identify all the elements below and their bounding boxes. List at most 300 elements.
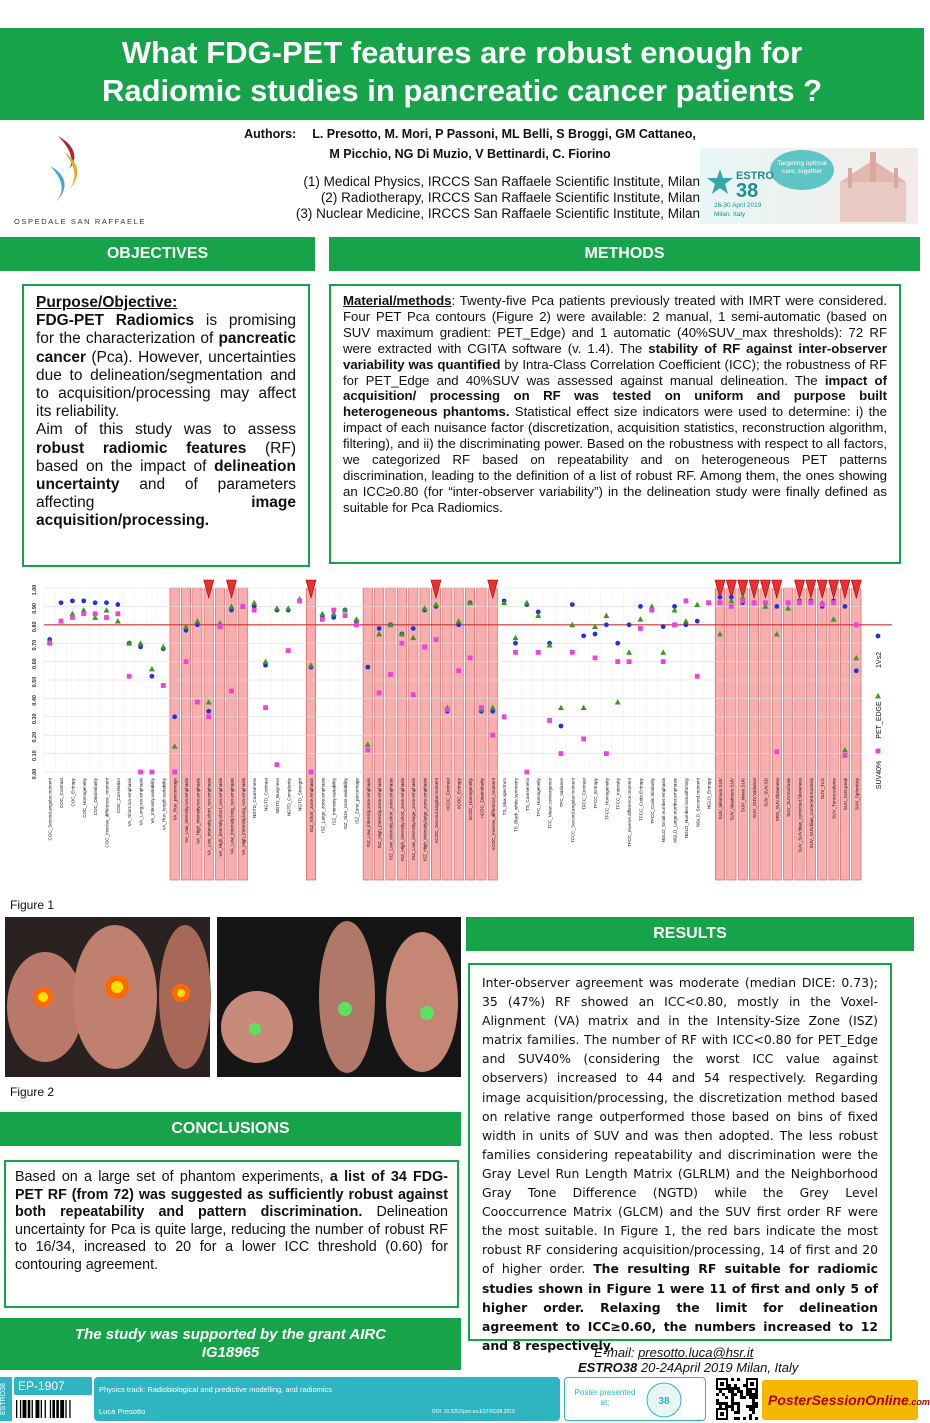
obj-bold-5: image acquisition/processing. [36,494,296,530]
x-tick-label: COC_Dissimilarity [93,778,99,816]
data-point [70,598,75,603]
estro-num: 38 [736,180,759,202]
data-point [843,604,848,609]
data-point [286,648,291,653]
x-tick-label: SUV_SUV.bias_corrected.Skewness [797,778,803,853]
results-header: RESULTS [466,917,914,951]
data-point [445,707,450,712]
data-point [411,692,416,697]
data-point [638,604,643,609]
estro-logo [700,148,918,224]
conclusions-text-1: Based on a large set of phantom experiments, [15,1169,330,1185]
highlight-bar [170,588,179,880]
x-tick-label: SUV_Tumor.volume [831,778,837,819]
x-tick-label: TFCC_Inverse.difference.moment [627,778,633,848]
data-point [626,649,632,654]
authors [160,124,780,164]
authors-label: Authors: [244,127,297,141]
data-point [422,644,427,649]
brand-a: Poster [768,1392,812,1408]
obj-text-5: and of parameters affecting [36,476,296,512]
data-point [195,700,200,705]
data-point [275,762,280,767]
event-name: ESTRO38 [578,1360,638,1375]
data-point [309,770,314,775]
x-tick-label: SRS_SUV.Skewness [774,778,780,822]
methods-text-2: by Intra-Class Correlation Coefficient (ICC); the robustness of RF for PET_Edge and 40%SUV was assessed against manual delineation. The [343,356,888,388]
title-banner [0,28,924,120]
authors-line-1: L. Presotto, M. Mori, P Passoni, ML Belli, S Broggi, GM Cattaneo, [312,127,696,141]
purpose-heading: Purpose/Objective: [36,294,178,311]
data-point [843,753,848,758]
x-tick-label: ISZ_Intensity.variability [331,778,337,825]
data-point [138,770,143,775]
y-tick-label: 0.60 [32,658,38,669]
data-point [559,751,564,756]
data-point [637,616,643,621]
authors-line-2: M Picchio, NG Di Muzio, V Bettinardi, C. Fiorino [329,147,611,161]
hospital-logo-text: OSPEDALE SAN RAFFAELE [14,217,146,226]
x-tick-label: SUV_TLG [820,778,826,799]
estro-city: Milan, Italy [714,211,746,218]
data-point [160,644,166,649]
data-point [343,613,348,618]
footer-track-panel [94,1377,560,1421]
data-point [797,600,802,605]
data-point [683,618,689,623]
data-point [115,611,120,616]
x-tick-label: ISZ_High_intensity.short_zone.emphasis [399,778,405,862]
data-point [353,616,359,621]
conclusions-text-2: Delineation uncertainty for Pca is quite large, reducing the number of robust RF to 16/34, increased to 20 for a lower ICC threshold (0.60) for contouring agreement. [15,1204,448,1273]
data-point [320,617,325,622]
affiliation-1: (1) Medical Physics, IRCCS San Raffaele Scientific Institute, Milan [303,174,700,189]
data-point [695,674,700,679]
conclusions-box [4,1160,459,1308]
data-point [559,724,564,729]
x-tick-label: VA_Run_length.variability [161,778,167,831]
y-tick-label: 0.00 [32,768,38,780]
barcode-icon [16,1400,90,1418]
legend-label: 1Vs2 [876,652,883,668]
data-point [729,604,734,609]
x-tick-label: COC_Second.angular.moment [47,778,53,841]
affiliation-2: (2) Radiotherapy, IRCCS San Raffaele Scientific Institute, Milan [320,190,700,205]
x-tick-label: TS_Black_white.symmetry [513,778,519,833]
data-point [59,619,64,624]
data-point [103,607,109,612]
footer-presented [564,1377,706,1421]
methods-bold-2: impact of acquisition/ processing on RF was tested on uniform and purpose built heterogeneous phantoms. [343,372,887,420]
x-tick-label: VA_Short.run.emphasis [127,778,133,827]
brand-b: SessionOnline [811,1392,909,1408]
data-point [377,626,382,631]
x-tick-label: NGLD_Second.moment [695,778,701,827]
methods-text-1: : Twenty-five Pca patients previously treated with IMRT were considered. Four PET Pca contours (Figure 2) were available: 2 manual, 1 semi-automatic (based on SUV maximum gradient: PET_Edge) and 1 automatic (40%SUV_max thresholds): 72 RF were extracted with CGITA software (v. 1.4). The [343,293,887,356]
data-point [184,659,189,664]
objectives-box [22,284,310,567]
y-tick-label: 0.30 [32,713,38,725]
pet-ct-image-icon [5,917,210,1077]
x-tick-label: VA_High_intensity.short_run.emphasis [218,778,224,857]
data-point [161,683,166,688]
data-point [684,598,689,603]
data-point [240,604,245,609]
figure-2-image-right [217,917,461,1077]
data-point [820,602,825,607]
data-point [854,622,859,627]
highlight-bar [477,588,486,880]
data-point [718,595,723,600]
data-point [615,641,620,646]
x-tick-label: NGLD_Small.number.emphasis [661,778,667,843]
data-point [399,641,404,646]
estro-tagline: Targeting optimal care, together [770,150,834,190]
data-point [660,649,666,654]
x-tick-label: TFCC_Homogeneity [604,778,610,820]
y-tick-label: 0.90 [32,603,38,614]
x-tick-label: VA_Intensity.variability [149,778,155,824]
footer-side-label: ESTRO38 [0,1377,12,1421]
footer-doi: DOI: 10.3252/pso.eu.ESTRO38.2019 [432,1409,515,1415]
data-point [263,659,269,664]
data-point [251,600,257,605]
x-tick-label: nCOC_Entropy [456,778,462,810]
x-tick-label: NGLD_Entropy [706,778,712,810]
data-point [377,690,382,695]
x-tick-label: VA_Low_intensity.run.emphasis [184,778,190,843]
data-point [661,624,666,629]
highlight-bar [829,588,838,880]
data-point [615,699,621,704]
x-tick-label: TS_Coarseness [524,778,530,811]
data-point [603,613,609,618]
data-point [206,714,211,719]
x-tick-label: TFCC_Second.angular.moment [570,778,576,843]
data-point [752,600,757,605]
data-point [456,668,461,673]
data-point [434,637,439,642]
data-point [672,622,677,627]
x-tick-label: VA_Low_intensity.short_run.emphasis [206,778,212,856]
objectives-header: OBJECTIVES [0,237,315,271]
x-tick-label: TFCC_Code.Entropy [638,778,644,821]
data-point [331,608,336,613]
figure-2-image-left [5,917,210,1077]
x-tick-label: TFC_Variance [558,778,564,808]
data-point [354,622,359,627]
data-point [649,608,654,613]
x-tick-label: NGLD_Number.nonuniformity [683,778,689,839]
data-point [672,607,678,612]
x-tick-label: SUV_Maximum.SUV [729,778,735,821]
objectives-paragraph-2 [36,421,296,530]
data-point [297,598,302,603]
data-point [252,608,257,613]
x-tick-label: ISZ_Low_intensity.zone.emphasis [365,778,371,848]
x-tick-label: nCOC_Homogeneity [468,778,474,821]
obj-bold-3: robust radiomic features [36,439,247,457]
data-point [104,615,109,620]
x-tick-label: nCOC_Contrast [445,778,451,811]
x-tick-label: COC_Inverse_difference_moment [104,778,110,848]
data-point [468,656,473,661]
cathedral-icon [830,152,916,222]
x-tick-label: COC_Contrast [59,778,65,809]
x-tick-label: nCOC_Second.angular.moment [433,778,439,844]
data-point [695,619,700,624]
x-tick-label: ISZ_Short_zone.emphasis [308,778,314,833]
methods-label: Material/methods [343,293,452,308]
x-tick-label: SUV_Mean.SUV [740,778,746,813]
data-point [581,736,586,741]
legend-label: SUV40% [876,760,883,790]
footer-author: Luca Presotto [99,1407,146,1416]
data-point [593,632,598,637]
data-point [115,618,121,623]
data-point [535,613,541,618]
x-tick-label: COC_Entropy [70,778,76,807]
brand-c: .com [908,1397,930,1407]
data-point [127,674,132,679]
x-tick-label: ISZ_Low_intensity.short_zone.emphasis [388,778,394,861]
data-point [365,748,370,753]
x-tick-label: COC_Correlation [115,778,121,814]
data-point [218,624,223,629]
y-tick-label: 1.00 [32,584,38,596]
data-point [263,705,268,710]
methods-header: METHODS [329,237,920,271]
data-point [319,611,325,616]
x-tick-label: VA_Run_percentage [172,778,178,821]
estro-badge-icon [645,1381,683,1419]
x-tick-label: NGTD_Busyness [274,778,280,814]
x-tick-label: ISZ_High_intensity.zone.emphasis [377,778,383,849]
legend-swatch [875,693,881,698]
highlight-bar [840,588,849,880]
x-tick-label: SUV_SUV.Kurtosis [786,778,792,817]
highlight-bar [306,588,315,880]
x-tick-label: ISZ_Low_intensity.large_zone.emphasis [411,778,417,861]
data-point [172,714,177,719]
y-tick-label: 0.20 [32,731,38,743]
x-tick-label: TFC_Mean.convergence [547,778,553,829]
obj-bold-2: pancreatic cancer [36,330,296,366]
data-point [547,718,552,723]
hospital-logo-icon [14,130,124,208]
estro-name: ESTRO [736,170,774,182]
data-point [638,626,643,631]
footer [0,1374,930,1423]
data-point [150,674,155,679]
objectives-paragraph-1 [36,312,296,421]
x-tick-label: ISZ_High_intensity.large_zone.emphasis [422,778,428,862]
data-point [411,626,416,631]
data-point [808,600,813,605]
data-point [490,733,495,738]
data-point [479,705,484,710]
email-link[interactable]: presotto.luca@hsr.it [638,1345,754,1360]
y-tick-label: 0.70 [32,639,38,651]
data-point [570,650,575,655]
affiliations [190,174,700,222]
x-tick-label: SUV_SUV.peak [842,778,848,811]
data-point [365,665,370,670]
data-point [285,605,291,610]
data-point [229,689,234,694]
footer-code: EP-1907 [14,1377,92,1395]
highlight-bar [761,588,770,880]
conclusions-header: CONCLUSIONS [0,1112,461,1146]
data-point [81,611,86,616]
hospital-logo [14,130,146,226]
highlight-bar [783,588,792,880]
email-label: E-mail: [594,1345,639,1360]
x-tick-label: ISZ_Large_zone.emphasis [320,778,326,833]
data-point [627,659,632,664]
x-tick-label: NGTD_Coarseness [252,778,258,819]
x-tick-label: nCOC_Dissimilarity [479,778,485,818]
x-tick-label: TFCC_Intensity [615,778,621,810]
data-point [512,635,518,640]
obj-text-1: is promising for the characterization of [36,312,297,348]
obj-bold-1: FDG-PET Radiomics [36,312,195,330]
data-point [854,668,859,673]
data-point [718,600,723,605]
obj-bold-4: delineation uncertainty [36,457,296,494]
highlight-bar [454,588,463,880]
event-dates: 20-24April 2019 Milan, Italy [637,1360,799,1375]
x-tick-label: nCOC_Inverse_difference_moment [490,778,496,851]
methods-box [329,284,901,564]
estro-dates: 26-30 April 2019 [714,202,762,209]
obj-text-2: (Pca). However, uncertainties due to delineation/segmentation and to acquisition/processing may affect its reliability. [36,348,296,421]
data-point [831,600,836,605]
methods-bold-1: stability of RF against inter-observer variability was quantified [343,340,888,372]
data-point [774,749,779,754]
data-point [502,714,507,719]
email-line [594,1345,753,1360]
data-point [604,622,609,627]
x-tick-label: TFCC_Contrast [581,778,587,811]
highlight-bar [852,588,861,880]
data-point [740,598,745,603]
icc-scatter-chart [30,580,910,890]
x-tick-label: ISZ_Size_zone.variability [343,778,349,830]
data-point [661,659,666,664]
data-point [558,705,564,710]
legend-swatch [876,749,881,754]
obj-text-3: Aim of this study was to assess [36,421,296,439]
data-point [593,656,598,661]
affiliation-3: (3) Nuclear Medicine, IRCCS San Raffaele Scientific Institute, Milan [295,206,700,221]
x-tick-label: VA_High_intensity.run.emphasis [195,778,201,844]
qr-code-icon [716,1378,758,1420]
x-tick-label: SUV_Minimum.SUV [717,778,723,820]
data-point [513,650,518,655]
data-point [172,770,177,775]
svg-text:38: 38 [658,1396,670,1407]
figure-2-label: Figure 2 [10,1085,55,1099]
x-tick-label: NGTD_Contrast [263,778,269,811]
highlight-bar [749,588,758,880]
pet-ct-contours-icon [217,917,461,1077]
title-line-2: Radiomic studies in pancreatic cancer patients ? [101,73,823,108]
data-point [786,600,791,605]
y-tick-label: 0.80 [32,621,38,633]
y-tick-label: 0.10 [32,750,38,761]
data-point [115,602,120,607]
data-point [615,659,620,664]
x-tick-label: SUV_SUV.Variance [752,778,758,819]
event-line [578,1361,798,1374]
data-point [774,604,779,609]
highlight-bar [818,588,827,880]
y-tick-label: 0.50 [32,676,38,688]
figure-1-label: Figure 1 [10,898,55,912]
data-point [604,751,609,756]
data-point [536,650,541,655]
data-point [581,633,586,638]
data-point [206,709,211,714]
data-point [524,770,529,775]
data-point [524,600,530,605]
footer-presented-text: Poster presented at: [574,1388,636,1407]
results-text: Inter-observer agreement was moderate (median DICE: 0.73); 35 (47%) RF showed an ICC<0.80, mostly in the Voxel-Alignment (VA) matrix and in the Intensity-Size Zone (ISZ) matrix families. The number of RF with ICC<0.80 for PET_Edge and SUV40% (considering the worst ICC value against observers) increased to 44 and 54 respectively. Regarding image acquisition/processing, the discretization method based on relative range outperformed those based on bins of fixed width in units of SUV and was then adopted. The less robust families considering repeatability and discrimination were the Gray Level Run Length Matrix (GLRLM) and the Neighborhood Gray Tone Difference (NGTD) while the Grey Level Cooccurrence Matrix (GLCM) and the SUV first order RF were the most suitable. In Figure 1, the red bars indicate the most robust RF considering acquisition/processing, 14 of first and 20 of higher order. [482,975,878,1277]
x-tick-label: TS_Max.spectrum [502,778,508,816]
x-tick-label: VA_High_intensity.long_run.emphasis [240,778,246,855]
highlight-bar [465,588,474,880]
x-tick-label: COC_Homogeneity [81,778,87,818]
grant-banner: The study was supported by the grant AIRC IG18965 [0,1318,461,1370]
data-point [581,705,587,710]
star-icon [706,168,734,196]
x-tick-label: SUV_SUV.bias_corrected.Kurtosis [808,778,814,849]
x-tick-label: VA_Long.run.emphasis [138,778,144,826]
data-point [149,666,155,671]
title-line-1: What FDG-PET features are robust enough for [121,35,803,70]
brand-logo [762,1380,930,1420]
x-tick-label: NGTD_Strength [297,778,303,811]
data-point [59,600,64,605]
x-tick-label: ISZ_Zone_percentage [354,778,360,824]
y-tick-label: 0.40 [32,695,38,706]
x-tick-label: VA_Low_intensity.long_run.emphasis [229,778,235,854]
data-point [274,605,280,610]
results-bold: The resulting RF suitable for radiomic studies shown in Figure 1 were 11 of first and only 5 of higher order. Relaxing the limit for delineation agreement to ICC≥0.60, the numbers increased to 12 and 8 respectively. [482,1261,878,1353]
x-tick-label: SUV_SUV.SD [763,778,769,807]
data-point [570,602,575,607]
figure-1-chart [30,580,910,890]
data-point [763,600,768,605]
methods-text-3: Statistical effect size indicators were used to determine: i) the impact of each nuisance factor (discretization, acquisition statistics, reconstruction algorithm, filtering), and ii) the discriminating power. Based on the robustness with respect to all factors, we categorized RF based on repeatability and on heterogeneous PET patterns discrimination, leading to the definition of a list of robust RF. Among them, the ones showing an ICC≥0.80 (for “inter-observer variability”) in the delineation study were finally defined as suitable for Pca Radiomics. [343,404,887,515]
data-point [104,600,109,605]
conclusions-bold: a list of 34 FDG-PET RF (from 72) was suggested as sufficiently robust against both repeatability and pattern discrimination. [15,1169,448,1220]
x-tick-label: SUV_Sphericity [854,778,860,811]
data-point [70,615,75,620]
highlight-bar [443,588,452,880]
data-point [388,672,393,677]
obj-text-4: (RF) based on the impact of [36,439,296,475]
highlight-bar [727,588,736,880]
legend-label: PET_EDGE [876,701,883,739]
data-point [93,600,98,605]
footer-track: Physics track: Radiobiological and predictive modelling, and radiomics [99,1385,333,1394]
data-point [81,598,86,603]
highlight-bar [738,588,747,880]
data-point [93,611,98,616]
data-point [150,770,155,775]
